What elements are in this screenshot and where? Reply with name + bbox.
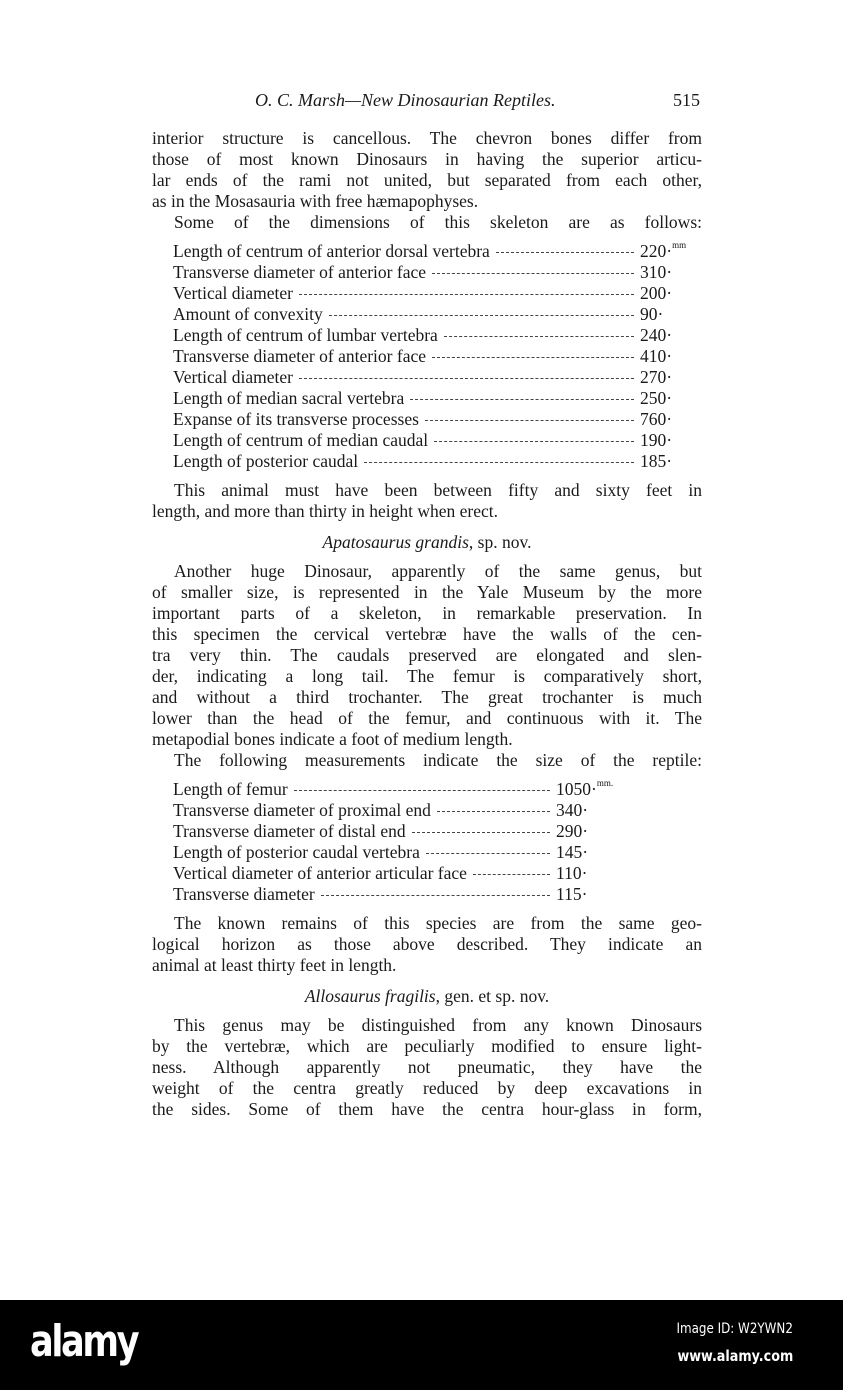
table-row [173,451,702,472]
table-row [173,800,618,821]
measurement-value [640,367,702,388]
table-row [173,367,702,388]
text-line: The known remains of this species are from the same geo- [174,913,702,933]
value-number: 310· [640,262,673,282]
text-line: logical horizon as those above described. They indicate an [152,934,702,954]
text-line: Another huge Dinosaur, apparently of the same genus, but [174,561,702,581]
measurement-value [556,842,618,863]
measurement-value [640,346,702,367]
dot-leader [410,399,634,400]
table-row [173,884,618,905]
species-name: Apatosaurus grandis [322,532,469,552]
value-number: 110· [556,863,588,883]
dot-leader [299,294,634,295]
text-line: as in the Mosasauria with free hæmapophyses. [152,191,479,211]
measurement-label: Transverse diameter of anterior face [173,262,426,282]
running-header [152,88,702,112]
value-number: 410· [640,346,673,366]
table-row [173,283,702,304]
text-line: by the vertebræ, which are peculiarly modified to ensure light- [152,1036,702,1056]
dot-leader [437,811,550,812]
text-line: metapodial bones indicate a foot of medium length. [152,729,513,749]
dot-leader [496,252,634,253]
measurement-label: Transverse diameter of anterior face [173,346,426,366]
text-line: important parts of a skeleton, in remarkable preservation. In [152,603,702,623]
dot-leader [425,420,634,421]
measurement-label: Vertical diameter of anterior articular face [173,863,467,883]
section-heading [152,986,702,1007]
table-row [173,430,702,451]
text-line: lower than the head of the femur, and continuous with it. The [152,708,702,728]
measurements-table [173,779,618,905]
value-number: 190· [640,430,673,450]
text-line: This genus may be distinguished from any known Dinosaurs [174,1015,702,1035]
text-line: length, and more than thirty in height when erect. [152,501,499,521]
text-line: this specimen the cervical vertebræ have the walls of the cen- [152,624,702,644]
dot-leader [473,874,550,875]
value-number: 340· [556,800,589,820]
text-line: der, indicating a long tail. The femur is comparatively short, [152,666,702,686]
measurement-value [640,430,702,451]
page-number: 515 [673,90,700,110]
watermark-banner [0,1300,843,1390]
dot-leader [321,895,550,896]
value-number: 115· [556,884,588,904]
value-number: 760· [640,409,673,429]
measurement-label: Length of posterior caudal [173,451,359,471]
measurement-value [556,779,618,800]
text-line: lar ends of the rami not united, but separated from each other, [152,170,702,190]
text-line: animal at least thirty feet in length. [152,955,397,975]
image-id: Image ID: W2YWN2 [676,1321,793,1337]
running-title: O. C. Marsh—New Dinosaurian Reptiles. [255,90,556,110]
dot-leader [364,462,634,463]
measurement-value [640,409,702,430]
dot-leader [432,357,634,358]
table-row [173,821,618,842]
measurement-label: Length of posterior caudal vertebra [173,842,420,862]
measurement-label: Transverse diameter of proximal end [173,800,431,820]
dot-leader [444,336,634,337]
unit: mm. [596,778,614,788]
dot-leader [412,832,550,833]
paragraph [152,561,702,771]
paragraph [152,1015,702,1120]
table-row [173,779,618,800]
table-row [173,262,702,283]
value-number: 90· [640,304,664,324]
value-number: 185· [640,451,673,471]
table-row [173,325,702,346]
measurement-label: Vertical diameter [173,283,294,303]
value-number: 270· [640,367,673,387]
measurement-label: Length of centrum of anterior dorsal vertebra [173,241,490,261]
unit: mm [672,240,687,250]
text-line: of smaller size, is represented in the Yale Museum by the more [152,582,702,602]
table-row [173,241,702,262]
measurement-value [640,451,702,472]
text-line: those of most known Dinosaurs in having the superior articu- [152,149,702,169]
measurement-label: Amount of convexity [173,304,323,324]
species-suffix: , sp. nov. [468,532,532,552]
table-row [173,388,702,409]
text-line: weight of the centra greatly reduced by deep excavations in [152,1078,702,1098]
measurement-value [640,325,702,346]
species-suffix: , gen. et sp. nov. [435,986,550,1006]
measurement-value [556,884,618,905]
watermark-url: www.alamy.com [677,1347,793,1365]
measurement-value [640,388,702,409]
dot-leader [432,273,634,274]
measurement-label: Length of centrum of median caudal [173,430,429,450]
text-line: The following measurements indicate the size of the reptile: [174,750,702,770]
text-line: ness. Although apparently not pneumatic, they have the [152,1057,702,1077]
text-line: tra very thin. The caudals preserved are elongated and slen- [152,645,702,665]
dot-leader [426,853,550,854]
value-number: 250· [640,388,673,408]
measurement-label: Vertical diameter [173,367,294,387]
alamy-logo: alamy [30,1316,138,1367]
value-number: 290· [556,821,589,841]
measurement-value [640,241,702,262]
paragraph [152,913,702,976]
text-line: and without a third trochanter. The great trochanter is much [152,687,702,707]
species-name: Allosaurus fragilis [304,986,436,1006]
page-body [152,128,702,1120]
dimensions-table [173,241,702,472]
measurement-value [556,863,618,884]
text-line: This animal must have been between fifty and sixty feet in [174,480,702,500]
paragraph [152,480,702,522]
value-number: 240· [640,325,673,345]
text-line: interior structure is cancellous. The chevron bones differ from [152,128,702,148]
section-heading [152,532,702,553]
dot-leader [434,441,634,442]
measurement-value [556,800,618,821]
value-number: 1050· [556,779,597,799]
measurement-label: Transverse diameter [173,884,315,904]
table-row [173,409,702,430]
measurement-value [640,283,702,304]
dot-leader [329,315,634,316]
value-number: 200· [640,283,673,303]
value-number: 220· [640,241,673,261]
measurement-value [640,304,702,325]
table-row [173,346,702,367]
measurement-label: Transverse diameter of distal end [173,821,406,841]
value-number: 145· [556,842,589,862]
measurement-label: Expanse of its transverse processes [173,409,419,429]
table-row [173,863,618,884]
table-row [173,842,618,863]
paragraph [152,128,702,233]
measurement-label: Length of centrum of lumbar vertebra [173,325,438,345]
measurement-value [640,262,702,283]
text-line: Some of the dimensions of this skeleton are as follows: [174,212,702,232]
measurement-label: Length of median sacral vertebra [173,388,405,408]
dot-leader [294,790,550,791]
measurement-label: Length of femur [173,779,288,799]
table-row [173,304,702,325]
measurement-value [556,821,618,842]
dot-leader [299,378,634,379]
text-line: the sides. Some of them have the centra hour-glass in form, [152,1099,702,1119]
